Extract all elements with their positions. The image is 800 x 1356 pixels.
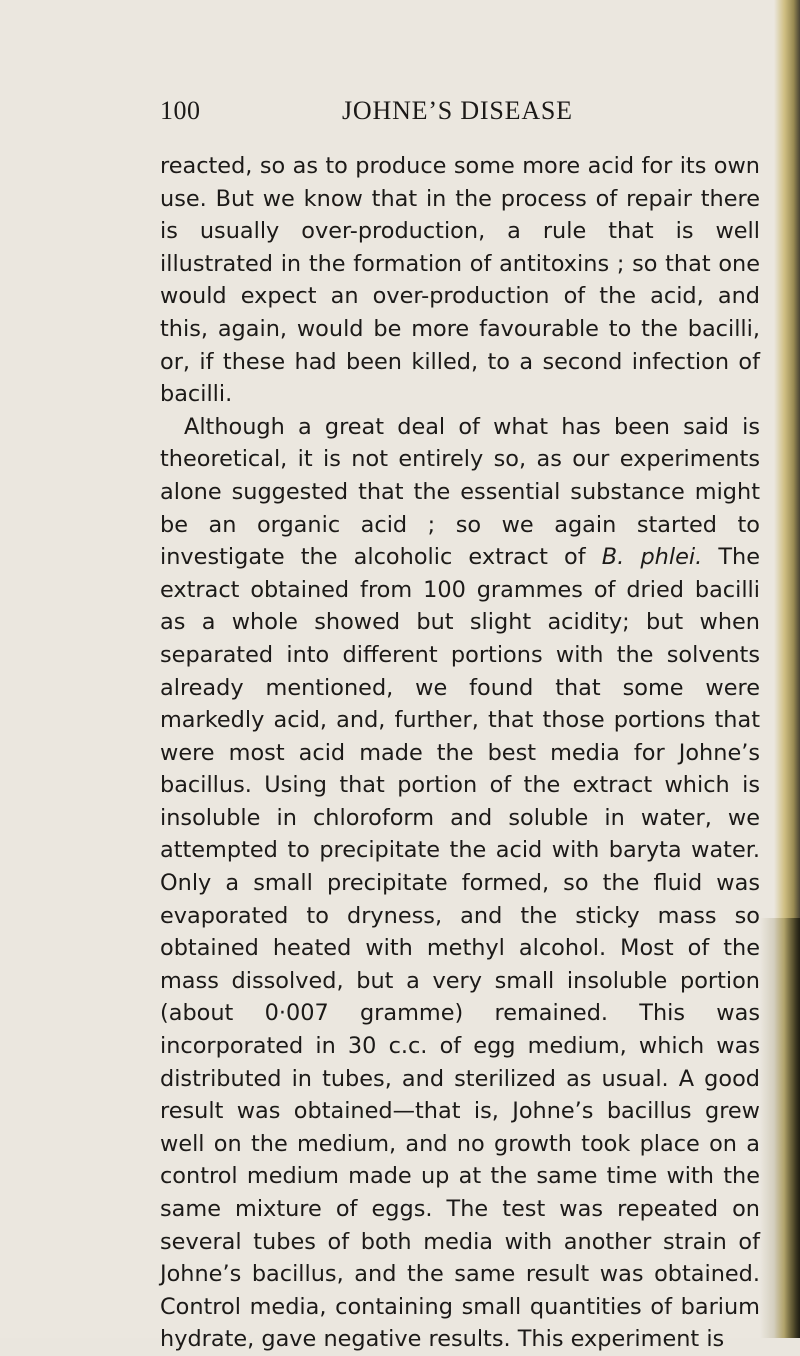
paragraph-2-rest: The extract obtained from 100 grammes of dried bacilli as a whole showed but slight acidity; but when separated into different portions with the solvents already mentioned, we found that some were markedly acid, and, further, that those portions that were most acid made the best media for Johne’s bacillus. Using that portion of the extract which is insoluble in chloroform and soluble in water, we attempted to precipitate the acid with baryta water. Only a small precipitate formed, so the fluid was evaporated to dryness, and the sticky mass so obtained heated with methyl alcohol. Most of the mass dissolved, but a very small insoluble portion (about 0·007 gramme) remained. This was incorporated in 30 c.c. of egg medium, which was distributed in tubes, and sterilized as usual. A good result was obtained—that is, Johne’s bacillus grew well on the medium, and no growth took place on a control medium made up at the same time with the same mixture of eggs. The test was repeated on several tubes of both media with another strain of Johne’s bacillus, and the same result was obtained. Control media, containing small quantities of barium hydrate, gave negative results. This experiment is	[160, 544, 760, 1353]
paragraph-1: reacted, so as to produce some more acid for its own use. But we know that in the process of repair there is usually over-production, a rule that is well illustrated in the formation of antitoxins ; so that one would expect an over-production of the acid, and this, again, would be more favourable to the bacilli, or, if these had been killed, to a second infection of bacilli.	[160, 153, 760, 408]
running-head-title: JOHNE’S DISEASE	[342, 96, 573, 125]
paragraph-2	[160, 411, 760, 1356]
body-text	[160, 150, 760, 1356]
page-edge-shadow-lower	[760, 918, 800, 1338]
paragraph-2-start: Although a great deal of what has been said is theoretical, it is not entirely so, as our experiments alone suggested that the essential substance might be an organic acid ; so we again started to investigate the alcoholic extract of	[160, 413, 760, 571]
running-head	[160, 96, 760, 136]
species-name: B. phlei.	[601, 544, 703, 571]
page-number: 100	[160, 96, 201, 125]
